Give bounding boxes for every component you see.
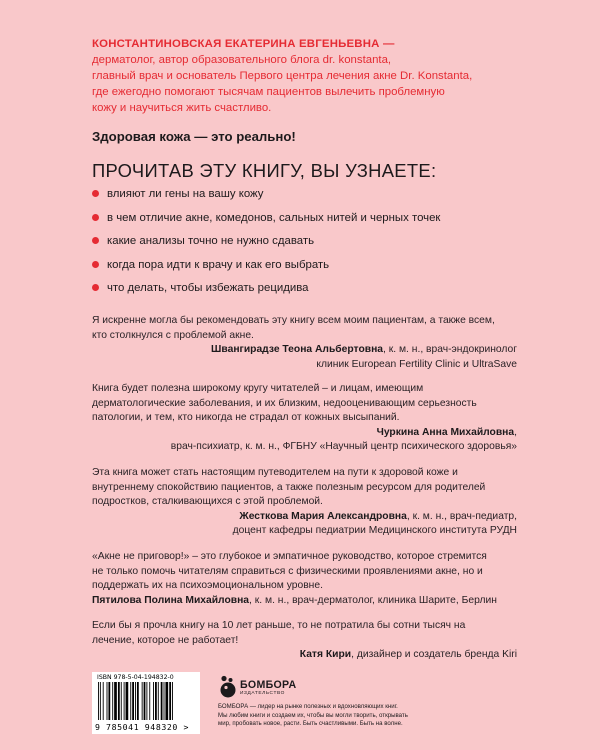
list-item: что делать, чтобы избежать рецидива [92,280,440,304]
review-text: не только помочь читателям справиться с физическими проявлениями акне, но и [92,565,483,577]
author-bio-line: дерматолог, автор образовательного блога dr. konstanta, [92,54,392,66]
learn-list [92,186,440,304]
review-text: «Акне не приговор!» – это глубокое и эмпатичное руководство, которое стремится [92,551,487,562]
list-item: какие анализы точно не нужно сдавать [92,233,440,257]
publisher-sub: ИЗДАТЕЛЬСТВО [240,691,285,696]
review-text: Эта книга может стать настоящим путеводителем на пути к здоровой коже и [92,467,458,478]
learn-heading: ПРОЧИТАВ ЭТУ КНИГУ, ВЫ УЗНАЕТЕ: [92,160,437,181]
reviewer-role: , дизайнер и создатель бренда Kiri [351,649,517,660]
list-item: когда пора идти к врачу и как его выбрать [92,257,440,281]
bullet-icon [92,214,99,221]
reviewer-role: , к. м. н., врач-дерматолог, клиника Шарите, Берлин [249,594,497,606]
author-bio-line: главный врач и основатель Первого центра лечения акне Dr. Konstanta, [92,70,473,82]
review-signature [92,426,517,441]
author-bio-line: кожу и научиться жить счастливо. [92,102,272,114]
review-text: Если бы я прочла книгу на 10 лет раньше, то не потратила бы сотни тысяч на [92,620,466,631]
review-1 [92,314,517,372]
review-text: патологии, и тем, кто никогда не страдал от кожных высыпаний. [92,412,400,423]
review-text: кто столкнулся с проблемой акне. [92,329,254,341]
bombora-logo-icon [218,675,238,699]
barcode-bars [97,682,195,722]
author-name: КОНСТАНТИНОВСКАЯ ЕКАТЕРИНА ЕВГЕНЬЕВНА — [92,38,395,50]
bullet-icon [92,237,99,244]
reviewer-name: Чуркина Анна Михайловна [376,426,515,438]
reviewer-name: Катя Кири [299,649,352,660]
isbn-barcode [92,672,200,734]
reviewer-role: , к. м. н., врач-педиатр, [406,510,517,522]
list-item: в чем отличие акне, комедонов, сальных нитей и черных точек [92,210,440,234]
reviewer-role: врач-психиатр, к. м. н., ФГБНУ «Научный центр психического здоровья» [170,441,517,452]
reviewer-name: Пятилова Полина Михайловна [92,594,250,606]
review-5 [92,619,517,663]
bullet-icon [92,284,99,291]
review-text: Книга будет полезна широкому кругу читателей – и лицам, имеющим [92,383,424,394]
review-signature [92,510,517,525]
review-text: внутреннему спокойствию пациентов, а также полезным ресурсом для родителей [92,481,486,493]
review-text: дерматологические заболевания, и их близким, недооценивающим серьезность [92,397,477,409]
reviewer-role: доцент кафедры педиатрии Медицинского института РУДН [232,525,517,536]
reviewer-name: Швангирадзе Теона Альбертовна [211,344,384,355]
review-text: Я искренне могла бы рекомендовать эту книгу всем моим пациентам, а также всем, [92,315,495,326]
list-item: влияют ли гены на вашу кожу [92,186,440,210]
author-bio-line: где ежегодно помогают тысячам пациентов вылечить проблемную [92,86,445,98]
review-text: поддержать их на психоэмоциональном уровне. [92,580,323,591]
author-bio [92,36,532,116]
reviewer-role: , [514,426,517,438]
slogan: Здоровая кожа — это реально! [92,129,296,144]
reviewer-role: , к. м. н., врач-эндокринолог [383,344,517,355]
review-text: лечение, которое не работает! [92,634,239,646]
publisher-description: БОМБОРА — лидер на рынке полезных и вдохновляющих книг. Мы любим книги и создаем их, чтобы вы могли творить, открывать мир, пробовать новое, расти. Быть счастливыми. Быть на волне. [218,703,408,728]
reviewer-name: Жесткова Мария Александровна [239,510,407,522]
isbn-digits: 9 785041 948320 > [95,722,189,732]
review-3 [92,466,517,539]
review-text: подростков, сталкивающихся с этой проблемой. [92,496,323,507]
review-signature [92,594,517,609]
review-signature [92,648,517,663]
review-2 [92,382,517,455]
review-4 [92,550,517,608]
isbn-label: ISBN 978-5-04-194832-0 [97,674,174,681]
bullet-icon [92,261,99,268]
publisher-brand: БОМБОРА [240,679,297,691]
bullet-icon [92,190,99,197]
reviewer-role: клиник European Fertility Clinic и UltraSave [316,358,517,370]
review-signature [92,343,517,358]
